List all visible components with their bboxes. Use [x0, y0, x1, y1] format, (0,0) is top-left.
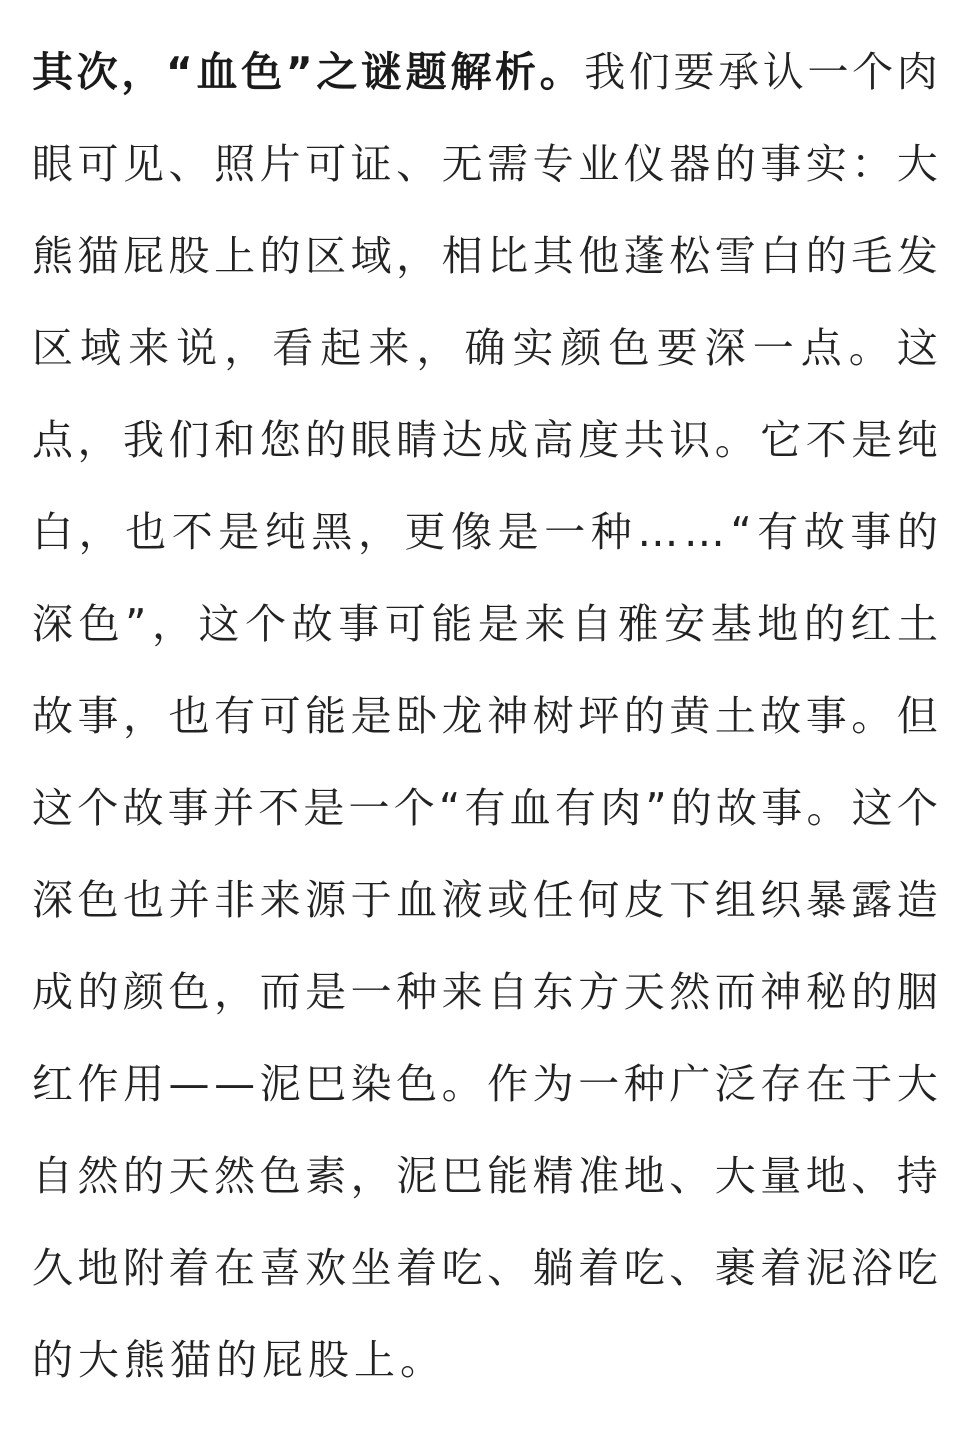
paragraph-line: 自 然 的 天 然 色 素 ， 泥 巴 能 精 准 地 、 大 量 地 、 持	[32, 1152, 938, 1200]
paragraph-line: 区 域 来 说 ， 看 起 来 ， 确 实 颜 色 要 深 一 点 。 这	[32, 324, 938, 372]
paragraph-line: 白 ， 也 不 是 纯 黑 ， 更 像 是 一 种 … … “ 有 故 事 的	[32, 508, 938, 556]
paragraph-line: 这 个 故 事 并 不 是 一 个 “ 有 血 有 肉 ” 的 故 事 。 这 个	[32, 784, 938, 832]
paragraph-line: 点 ， 我 们 和 您 的 眼 睛 达 成 高 度 共 识 。 它 不 是 纯	[32, 416, 938, 464]
paragraph-line: 的 大 熊 猫 的 屁 股 上 。	[32, 1336, 446, 1384]
article-body	[32, 26, 938, 1406]
paragraph-line: 深 色 ” ， 这 个 故 事 可 能 是 来 自 雅 安 基 地 的 红 土	[32, 600, 938, 648]
paragraph-line: 眼 可 见 、 照 片 可 证 、 无 需 专 业 仪 器 的 事 实 ： 大	[32, 140, 938, 188]
paragraph-line: 红 作 用 — — 泥 巴 染 色 。 作 为 一 种 广 泛 存 在 于 大	[32, 1060, 938, 1108]
paragraph-line: 久 地 附 着 在 喜 欢 坐 着 吃 、 躺 着 吃 、 裹 着 泥 浴 吃	[32, 1244, 938, 1292]
paragraph-line: 其 次 ， “ 血 色 ” 之 谜 题 解 析 。 我 们 要 承 认 一 个 肉	[32, 48, 938, 96]
paragraph-line: 深 色 也 并 非 来 源 于 血 液 或 任 何 皮 下 组 织 暴 露 造	[32, 876, 938, 924]
paragraph-line: 成 的 颜 色 ， 而 是 一 种 来 自 东 方 天 然 而 神 秘 的 胭	[32, 968, 938, 1016]
paragraph-line: 熊 猫 屁 股 上 的 区 域 ， 相 比 其 他 蓬 松 雪 白 的 毛 发	[32, 232, 938, 280]
paragraph-line: 故 事 ， 也 有 可 能 是 卧 龙 神 树 坪 的 黄 土 故 事 。 但	[32, 692, 938, 740]
